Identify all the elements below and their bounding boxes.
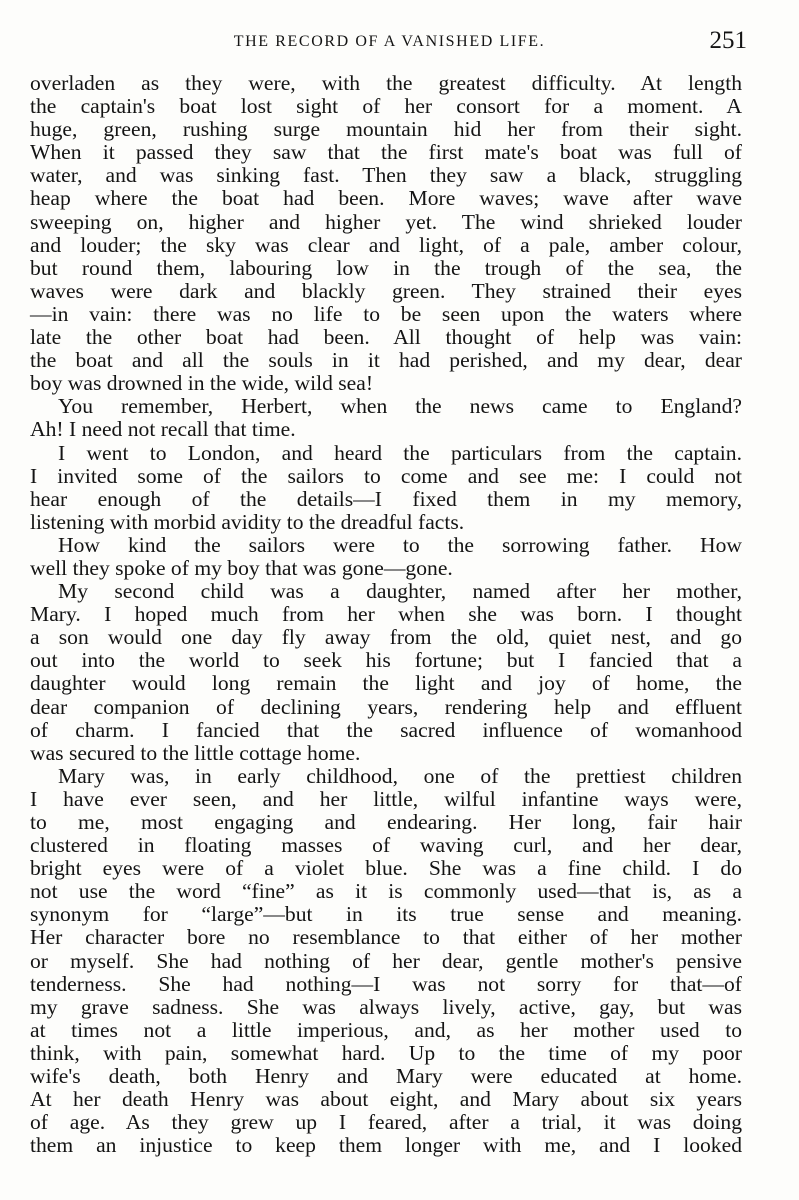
text-line: huge, green, rushing surge mountain hid her from their sight.: [30, 117, 742, 142]
text-line: overladen as they were, with the greatest difficulty. At length: [30, 71, 742, 95]
text-line: synonym for “large”—but in its true sense and meaning.: [30, 902, 742, 927]
text-line: I have ever seen, and her little, wilful infantine ways were,: [30, 786, 742, 811]
text-line: listening with morbid avidity to the dreadful facts.: [30, 509, 465, 534]
text-line: waves were dark and blackly green. They strained their eyes: [30, 278, 742, 303]
text-line: late the other boat had been. All thought of help was vain:: [30, 325, 742, 350]
text-line: hear enough of the details—I fixed them in my memory,: [30, 486, 742, 511]
text-line: out into the world to seek his fortune; but I fancied that a: [30, 648, 742, 673]
text-line: Her character bore no resemblance to that either of her mother: [30, 925, 742, 950]
text-line: of charm. I fancied that the sacred influence of womanhood: [30, 717, 742, 742]
text-line: water, and was sinking fast. Then they saw a black, struggling: [30, 163, 742, 188]
text-line: them an injustice to keep them longer with me, and I looked: [30, 1133, 742, 1158]
text-line: Mary was, in early childhood, one of the prettiest children: [58, 763, 742, 788]
text-line: think, with pain, somewhat hard. Up to the time of my poor: [30, 1040, 742, 1065]
text-line: —in vain: there was no life to be seen upon the waters where: [30, 301, 742, 326]
text-line: When it passed they saw that the first mate's boat was full of: [30, 140, 742, 165]
text-line: You remember, Herbert, when the news came to England?: [58, 394, 742, 419]
page-body: [30, 72, 742, 1157]
text-line: At her death Henry was about eight, and Mary about six years: [30, 1087, 742, 1112]
text-line: but round them, labouring low in the trough of the sea, the: [30, 255, 742, 280]
text-line: Ah! I need not recall that time.: [30, 417, 296, 442]
text-line: bright eyes were of a violet blue. She was a fine child. I do: [30, 856, 742, 881]
text-line: my grave sadness. She was always lively, active, gay, but was: [30, 994, 742, 1019]
page-header: [32, 27, 747, 61]
text-line: dear companion of declining years, rendering help and effluent: [30, 694, 742, 719]
text-line: wife's death, both Henry and Mary were educated at home.: [30, 1064, 742, 1089]
text-line: to me, most engaging and endearing. Her long, fair hair: [30, 810, 742, 834]
text-line: a son would one day fly away from the old, quiet nest, and go: [30, 625, 742, 650]
text-line: not use the word “fine” as it is commonly used—that is, as a: [30, 879, 742, 904]
text-line: heap where the boat had been. More waves; wave after wave: [30, 186, 742, 211]
text-line: Mary. I hoped much from her when she was born. I thought: [30, 602, 742, 627]
text-line: I invited some of the sailors to come and see me: I could not: [30, 463, 742, 488]
text-line: boy was drowned in the wide, wild sea!: [30, 371, 374, 396]
text-line: the captain's boat lost sight of her consort for a moment. A: [30, 94, 742, 119]
text-line: How kind the sailors were to the sorrowing father. How: [58, 532, 742, 557]
text-line: clustered in floating masses of waving curl, and her dear,: [30, 833, 742, 858]
text-line: or myself. She had nothing of her dear, gentle mother's pensive: [30, 948, 742, 973]
text-line: daughter would long remain the light and joy of home, the: [30, 671, 742, 696]
text-line: sweeping on, higher and higher yet. The wind shrieked louder: [30, 209, 742, 234]
running-head: THE RECORD OF A VANISHED LIFE.: [233, 33, 546, 50]
page-number: 251: [709, 27, 747, 54]
text-line: well they spoke of my boy that was gone—gone.: [30, 555, 453, 580]
text-line: the boat and all the souls in it had perished, and my dear, dear: [30, 348, 742, 373]
text-line: was secured to the little cottage home.: [30, 740, 361, 765]
text-line: and louder; the sky was clear and light, of a pale, amber colour,: [30, 232, 742, 257]
text-line: tenderness. She had nothing—I was not sorry for that—of: [30, 971, 742, 996]
text-line: I went to London, and heard the particulars from the captain.: [58, 440, 742, 465]
text-line: of age. As they grew up I feared, after a trial, it was doing: [30, 1110, 742, 1135]
text-line: My second child was a daughter, named after her mother,: [58, 579, 742, 604]
text-line: at times not a little imperious, and, as her mother used to: [30, 1017, 742, 1042]
